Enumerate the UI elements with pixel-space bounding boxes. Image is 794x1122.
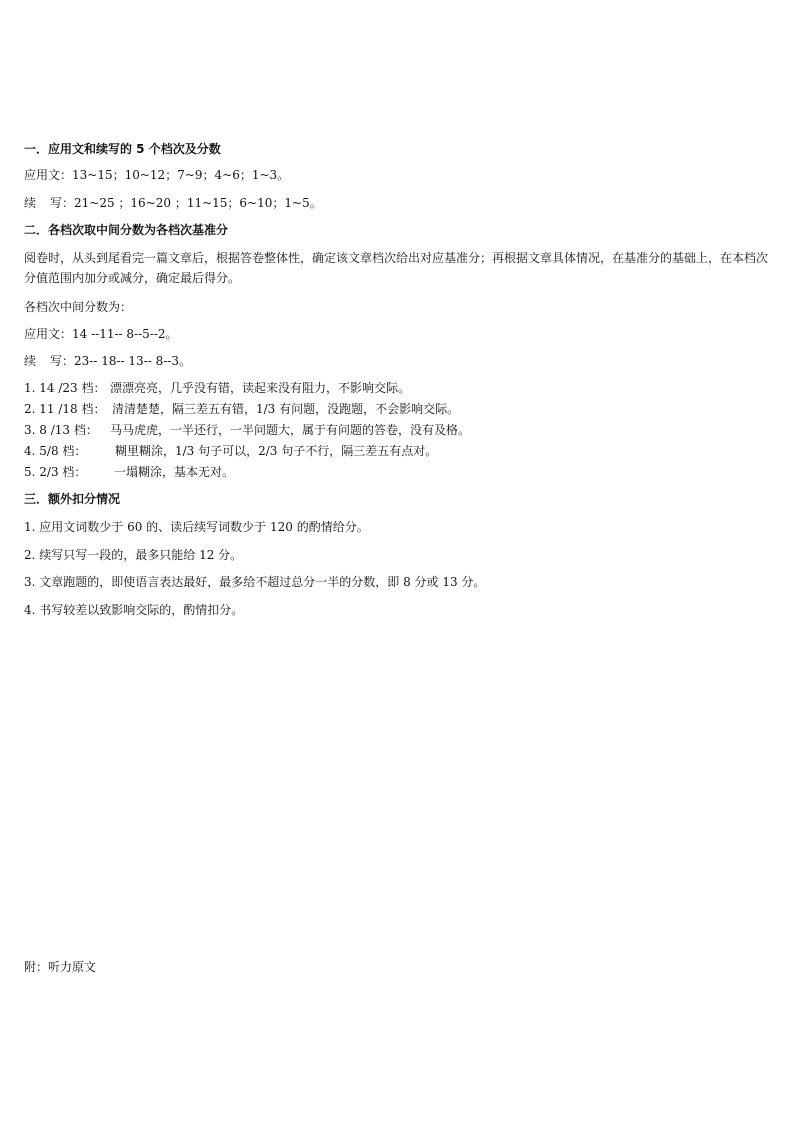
deduction-item: 4. 书写较差以致影响交际的，酌情扣分。 <box>24 603 244 617</box>
deduction-item: 2. 续写只写一段的，最多只能给 12 分。 <box>24 548 243 562</box>
tier-desc: 糊里糊涂，1/3 句子可以，2/3 句子不行，隔三差五有点对。 <box>115 444 438 458</box>
section1-heading: 一．应用文和续写的 5 个档次及分数 <box>24 142 221 156</box>
deduction-item: 1. 应用文词数少于 60 的、读后续写词数少于 120 的酌情给分。 <box>24 520 369 534</box>
applied-mid-scores: 应用文：14 --11-- 8--5--2。 <box>24 327 178 341</box>
tier-desc: 马马虎虎，一半还行，一半问题大，属于有问题的答卷，没有及格。 <box>110 423 471 437</box>
continuation-mid-scores <box>24 353 191 369</box>
cont-mid-label-a: 续 <box>24 354 37 368</box>
tier-desc: 一塌糊涂，基本无对。 <box>114 465 235 479</box>
tier-desc: 漂漂亮亮，几乎没有错，读起来没有阻力，不影响交际。 <box>110 381 411 395</box>
section2-heading: 二．各档次取中间分数为各档次基准分 <box>24 223 229 237</box>
tier-label: 4. 5/8 档： <box>24 444 87 458</box>
deduction-item: 3. 文章跑题的，即使语言表达最好，最多给不超过总分一半的分数，即 8 分或 13 分。 <box>24 575 486 589</box>
section3-heading: 三．额外扣分情况 <box>24 492 121 506</box>
appendix-label: 附：听力原文 <box>24 960 97 974</box>
tier-row <box>24 443 437 459</box>
tier-label: 3. 8 /13 档： <box>24 423 98 437</box>
tier-label: 1. 14 /23 档： <box>24 381 106 395</box>
applied-score-ranges: 应用文：13~15；10~12；7~9；4~6；1~3。 <box>24 168 290 182</box>
tier-desc: 清清楚楚，隔三差五有错，1/3 有问题，没跑题，不会影响交际。 <box>112 402 460 416</box>
tier-label: 5. 2/3 档： <box>24 465 87 479</box>
cont-label-b: 写：21~25 ；16~20 ；11~15；6~10；1~5。 <box>50 196 322 210</box>
cont-label-a: 续 <box>24 196 37 210</box>
cont-mid-label-b: 写：23-- 18-- 13-- 8--3。 <box>50 354 191 368</box>
tier-row <box>24 464 234 480</box>
mid-score-title: 各档次中间分数为： <box>24 300 133 314</box>
tier-row <box>24 401 459 417</box>
tier-row <box>24 380 410 396</box>
continuation-score-ranges <box>24 195 322 211</box>
tier-label: 2. 11 /18 档： <box>24 402 106 416</box>
tier-row <box>24 422 470 438</box>
grading-paragraph: 阅卷时，从头到尾看完一篇文章后，根据答卷整体性，确定该文章档次给出对应基准分；再根据文章具体情况，在基准分的基础上，在本档次分值范围内加分或减分，确定最后得分。 <box>24 251 769 285</box>
